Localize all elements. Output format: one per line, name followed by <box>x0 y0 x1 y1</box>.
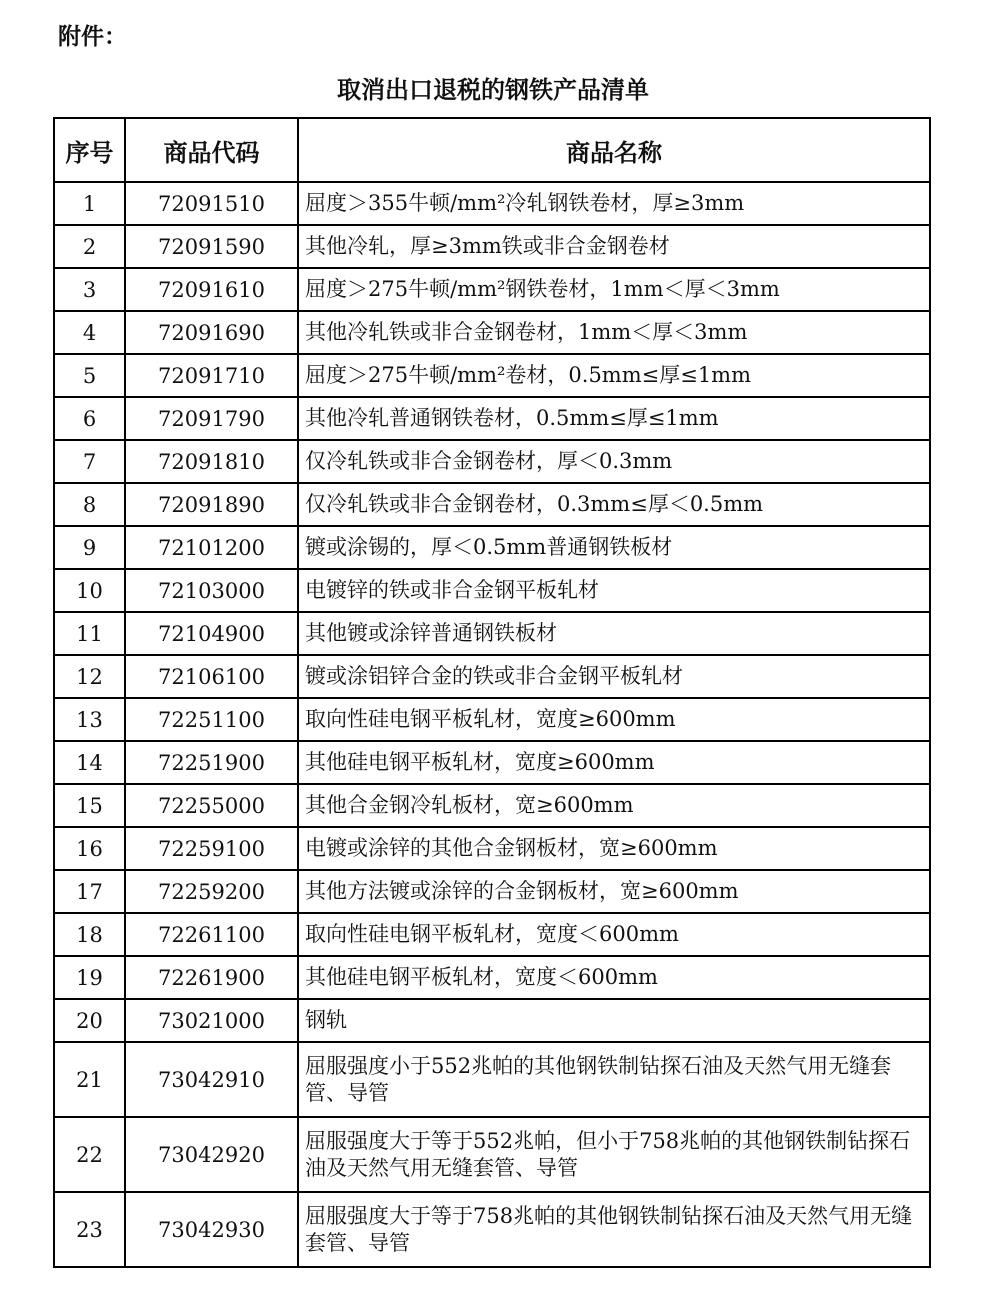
table-row <box>54 956 930 999</box>
table-row <box>54 569 930 612</box>
row-product-name: 屈度＞275牛顿/mm²卷材，0.5mm≤厚≤1mm <box>298 354 930 397</box>
row-serial-number: 2 <box>54 225 125 268</box>
header-product-code: 商品代码 <box>125 118 298 182</box>
row-product-name: 电镀或涂锌的其他合金钢板材，宽≥600mm <box>298 827 930 870</box>
table-row <box>54 999 930 1042</box>
row-serial-number: 10 <box>54 569 125 612</box>
row-product-name: 其他硅电钢平板轧材，宽度≥600mm <box>298 741 930 784</box>
table-row <box>54 655 930 698</box>
row-product-name: 电镀锌的铁或非合金钢平板轧材 <box>298 569 930 612</box>
table-row <box>54 354 930 397</box>
table-row <box>54 397 930 440</box>
row-product-name: 取向性硅电钢平板轧材，宽度≥600mm <box>298 698 930 741</box>
header-product-name: 商品名称 <box>298 118 930 182</box>
table-row <box>54 182 930 225</box>
row-product-code: 72091510 <box>125 182 298 225</box>
table-row <box>54 870 930 913</box>
row-product-code: 72261900 <box>125 956 298 999</box>
row-product-name: 仅冷轧铁或非合金钢卷材，0.3mm≤厚＜0.5mm <box>298 483 930 526</box>
row-product-code: 72259100 <box>125 827 298 870</box>
row-serial-number: 12 <box>54 655 125 698</box>
header-serial-number: 序号 <box>54 118 125 182</box>
row-product-name: 屈服强度小于552兆帕的其他钢铁制钻探石油及天然气用无缝套管、导管 <box>298 1042 930 1117</box>
row-serial-number: 22 <box>54 1117 125 1192</box>
row-serial-number: 15 <box>54 784 125 827</box>
row-product-name: 其他镀或涂锌普通钢铁板材 <box>298 612 930 655</box>
row-product-name: 其他硅电钢平板轧材，宽度＜600mm <box>298 956 930 999</box>
row-serial-number: 18 <box>54 913 125 956</box>
row-serial-number: 20 <box>54 999 125 1042</box>
row-serial-number: 16 <box>54 827 125 870</box>
row-product-code: 73042920 <box>125 1117 298 1192</box>
row-product-code: 72261100 <box>125 913 298 956</box>
table-row <box>54 913 930 956</box>
row-product-name: 屈度＞275牛顿/mm²钢铁卷材，1mm＜厚＜3mm <box>298 268 930 311</box>
table-row <box>54 1042 930 1117</box>
row-product-name: 镀或涂铝锌合金的铁或非合金钢平板轧材 <box>298 655 930 698</box>
row-serial-number: 8 <box>54 483 125 526</box>
table-row <box>54 311 930 354</box>
row-serial-number: 17 <box>54 870 125 913</box>
row-product-code: 72091610 <box>125 268 298 311</box>
row-serial-number: 3 <box>54 268 125 311</box>
row-product-name: 屈服强度大于等于552兆帕，但小于758兆帕的其他钢铁制钻探石油及天然气用无缝套管、导管 <box>298 1117 930 1192</box>
table-row <box>54 483 930 526</box>
row-product-code: 72251100 <box>125 698 298 741</box>
row-serial-number: 13 <box>54 698 125 741</box>
table-row <box>54 526 930 569</box>
row-product-code: 72255000 <box>125 784 298 827</box>
table-header-row <box>54 118 930 182</box>
row-product-name: 屈服强度大于等于758兆帕的其他钢铁制钻探石油及天然气用无缝套管、导管 <box>298 1192 930 1267</box>
row-serial-number: 7 <box>54 440 125 483</box>
row-product-code: 72091890 <box>125 483 298 526</box>
row-product-code: 73042910 <box>125 1042 298 1117</box>
row-product-name: 其他冷轧铁或非合金钢卷材，1mm＜厚＜3mm <box>298 311 930 354</box>
row-serial-number: 14 <box>54 741 125 784</box>
table-row <box>54 784 930 827</box>
row-product-code: 72091790 <box>125 397 298 440</box>
row-serial-number: 5 <box>54 354 125 397</box>
row-serial-number: 19 <box>54 956 125 999</box>
row-product-name: 其他合金钢冷轧板材，宽≥600mm <box>298 784 930 827</box>
row-product-code: 72091690 <box>125 311 298 354</box>
row-product-name: 其他冷轧普通钢铁卷材，0.5mm≤厚≤1mm <box>298 397 930 440</box>
table-row <box>54 268 930 311</box>
table-row <box>54 1117 930 1192</box>
attachment-label: 附件： <box>58 24 127 50</box>
row-serial-number: 21 <box>54 1042 125 1117</box>
row-product-code: 72091710 <box>125 354 298 397</box>
row-product-name: 钢轨 <box>298 999 930 1042</box>
row-serial-number: 23 <box>54 1192 125 1267</box>
table-row <box>54 1192 930 1267</box>
row-product-name: 取向性硅电钢平板轧材，宽度＜600mm <box>298 913 930 956</box>
table-row <box>54 440 930 483</box>
row-product-code: 72251900 <box>125 741 298 784</box>
row-product-code: 72104900 <box>125 612 298 655</box>
table-row <box>54 612 930 655</box>
table-row <box>54 741 930 784</box>
row-serial-number: 6 <box>54 397 125 440</box>
row-product-code: 72101200 <box>125 526 298 569</box>
row-serial-number: 4 <box>54 311 125 354</box>
row-product-code: 73042930 <box>125 1192 298 1267</box>
row-product-name: 仅冷轧铁或非合金钢卷材，厚＜0.3mm <box>298 440 930 483</box>
row-serial-number: 1 <box>54 182 125 225</box>
product-table <box>53 117 931 1268</box>
row-product-code: 72091810 <box>125 440 298 483</box>
row-product-code: 72106100 <box>125 655 298 698</box>
row-product-code: 73021000 <box>125 999 298 1042</box>
row-product-code: 72259200 <box>125 870 298 913</box>
row-product-name: 其他冷轧，厚≥3mm铁或非合金钢卷材 <box>298 225 930 268</box>
table-row <box>54 698 930 741</box>
row-product-code: 72103000 <box>125 569 298 612</box>
row-serial-number: 11 <box>54 612 125 655</box>
table-row <box>54 225 930 268</box>
row-product-name: 镀或涂锡的，厚＜0.5mm普通钢铁板材 <box>298 526 930 569</box>
row-product-name: 其他方法镀或涂锌的合金钢板材，宽≥600mm <box>298 870 930 913</box>
document-title: 取消出口退税的钢铁产品清单 <box>337 76 649 104</box>
row-serial-number: 9 <box>54 526 125 569</box>
row-product-code: 72091590 <box>125 225 298 268</box>
table-row <box>54 827 930 870</box>
row-product-name: 屈度＞355牛顿/mm²冷轧钢铁卷材，厚≥3mm <box>298 182 930 225</box>
